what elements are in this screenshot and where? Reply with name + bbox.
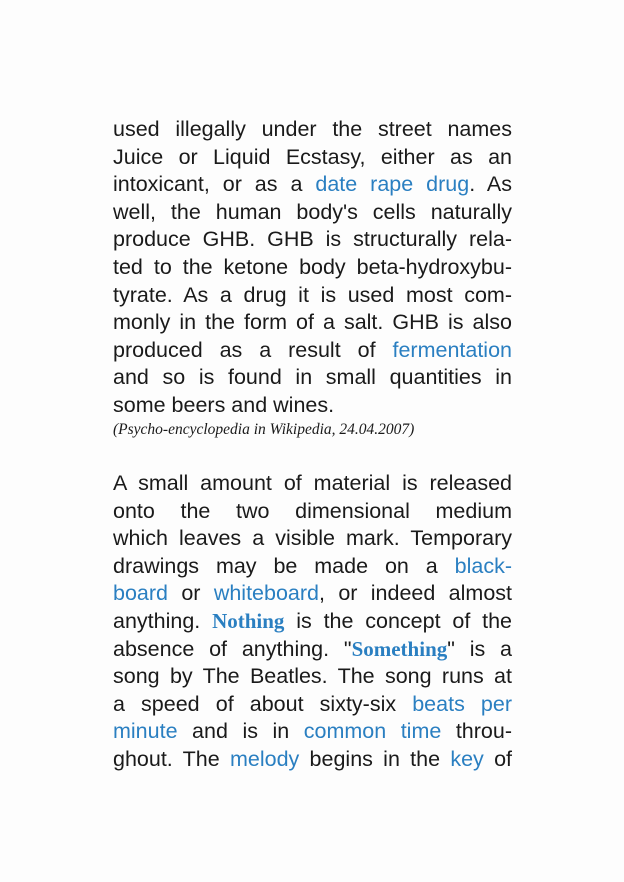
text-span: ghout. The	[113, 746, 230, 771]
text-span: " is a	[447, 636, 512, 661]
text-line: ted to the ketone body beta-hydroxybu-	[113, 254, 512, 279]
text-span: intoxicant, or as a	[113, 172, 316, 197]
text-line	[113, 580, 512, 608]
paragraph-ghb	[113, 116, 512, 420]
text-line: produce GHB. GHB is structurally rela-	[113, 227, 512, 252]
link-beats-per-minute[interactable]: beats per	[412, 691, 512, 716]
link-something[interactable]: Something	[351, 636, 448, 661]
link-melody[interactable]: melody	[229, 746, 300, 771]
text-line	[113, 691, 512, 719]
link-fermentation[interactable]: fermentation	[392, 337, 512, 362]
paragraph-drawing	[113, 470, 512, 774]
text-line	[113, 746, 512, 774]
text-span: of	[483, 746, 512, 771]
text-line: Juice or Liquid Ecstasy, either as an	[113, 144, 512, 169]
text-line	[113, 171, 512, 199]
text-span: is the concept of the	[284, 608, 513, 633]
text-span: anything.	[113, 608, 213, 633]
link-nothing[interactable]: Nothing	[212, 608, 285, 633]
text-span: . As	[469, 172, 513, 197]
text-span: begins in the	[299, 746, 451, 771]
link-common-time[interactable]: common time	[303, 719, 442, 744]
text-line	[113, 636, 512, 664]
text-span: and is in	[177, 719, 304, 744]
link-blackboard-cont[interactable]: board	[113, 581, 168, 606]
text-span: throu-	[441, 719, 512, 744]
text-line: onto the two dimensional medium	[113, 498, 512, 523]
link-whiteboard[interactable]: whiteboard	[213, 581, 319, 606]
link-date-rape-drug[interactable]: date rape drug	[315, 172, 470, 197]
text-line: monly in the form of a salt. GHB is also	[113, 310, 512, 335]
text-line	[113, 337, 512, 365]
text-line: used illegally under the street names	[113, 117, 512, 141]
link-key[interactable]: key	[450, 746, 484, 771]
text-span: produced as a result of	[113, 337, 393, 362]
text-line: A small amount of material is released	[113, 471, 512, 495]
text-line: some beers and wines.	[113, 392, 335, 417]
text-line: song by The Beatles. The song runs at	[113, 664, 512, 689]
text-line	[113, 718, 512, 746]
text-line	[113, 608, 512, 636]
citation: (Psycho-encyclopedia in Wikipedia, 24.04.2007)	[113, 421, 415, 438]
text-span: , or indeed almost	[319, 581, 513, 606]
link-blackboard[interactable]: black-	[454, 553, 512, 578]
text-line: well, the human body's cells naturally	[113, 199, 512, 224]
text-line: which leaves a visible mark. Temporary	[113, 526, 512, 551]
text-line: tyrate. As a drug it is used most com-	[113, 282, 512, 307]
text-line	[113, 553, 512, 581]
link-beats-per-minute-cont[interactable]: minute	[113, 719, 178, 744]
text-span: absence of anything. "	[113, 636, 352, 661]
text-span: a speed of about sixty-six	[113, 691, 413, 716]
text-span: or	[168, 581, 214, 606]
text-span: drawings may be made on a	[113, 553, 455, 578]
text-line: and so is found in small quantities in	[113, 365, 512, 390]
